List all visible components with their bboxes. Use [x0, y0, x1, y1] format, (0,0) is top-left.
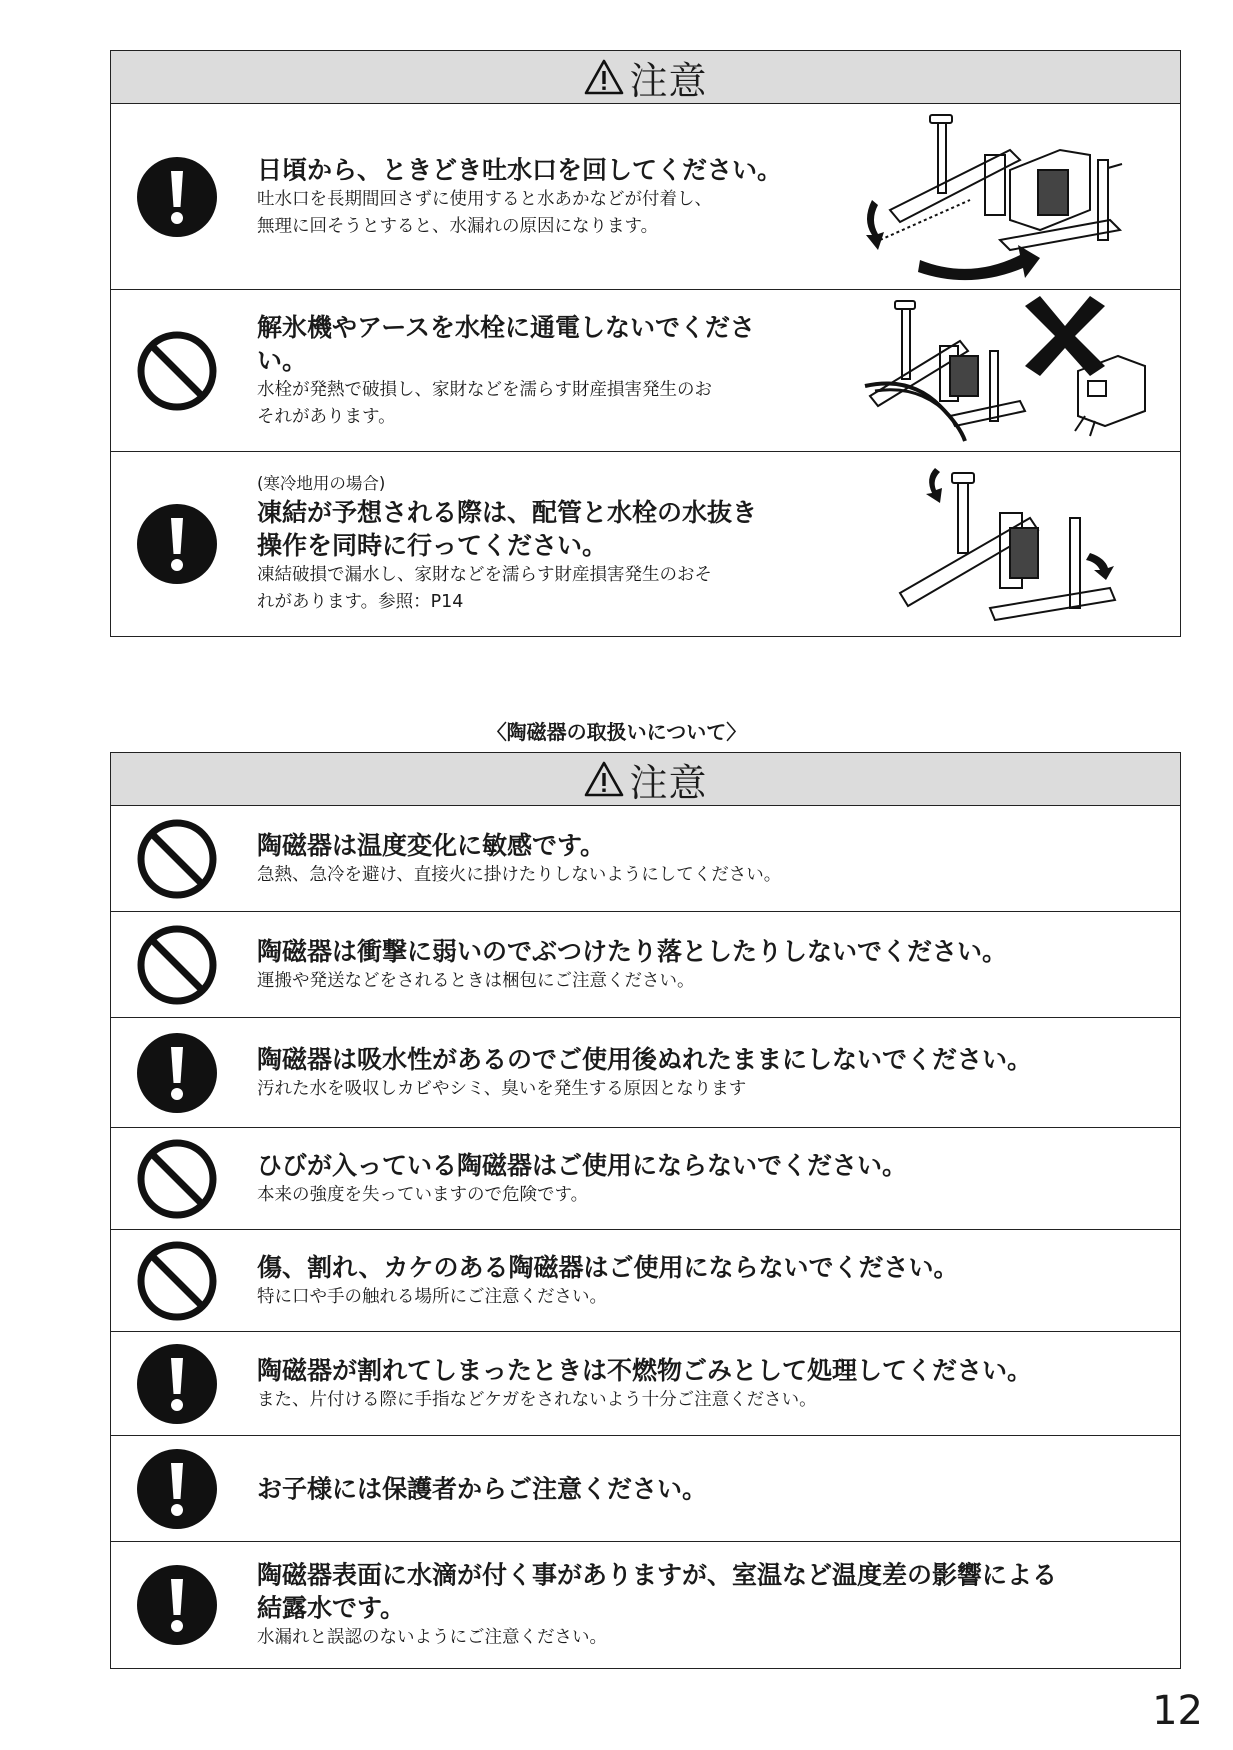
row-body: 汚れた水を吸収しカビやシミ、臭いを発生する原因となります	[257, 1078, 747, 1099]
caution-row	[111, 290, 1180, 452]
row-heading: 日頃から、ときどき吐水口を回してください。	[257, 155, 783, 184]
row-heading: 陶磁器が割れてしまったときは不燃物ごみとして処理してください。	[257, 1355, 1033, 1385]
prohibition-icon	[135, 817, 219, 901]
row-heading: 傷、割れ、カケのある陶磁器はご使用にならないでください。	[257, 1252, 959, 1282]
mandatory-icon	[135, 502, 219, 586]
caution-row	[111, 1542, 1180, 1668]
row-body: 水漏れと誤認のないようにご注意ください。	[257, 1627, 607, 1648]
row-body: 凍結破損で漏水し、家財などを濡らす財産損害発生のおそ れがあります。参照：P14	[257, 565, 712, 612]
mandatory-icon	[135, 1031, 219, 1115]
caution-title: 注意	[629, 58, 708, 103]
no-deicer-illustration	[850, 296, 1160, 446]
mandatory-icon	[135, 155, 219, 239]
row-heading: お子様には保護者からご注意ください。	[257, 1474, 708, 1503]
faucet-drain-illustration	[890, 458, 1130, 628]
row-text	[257, 1354, 1140, 1414]
caution-row	[111, 452, 1180, 636]
row-heading: ひびが入っている陶磁器はご使用にならないでください。	[257, 1150, 908, 1180]
row-body: 吐水口を長期間回さずに使用すると水あかなどが付着し、 無理に回そうとすると、水漏れの原因になります。	[257, 189, 712, 236]
row-text	[257, 1043, 1140, 1103]
caution-row	[111, 806, 1180, 912]
caution-box-2	[110, 752, 1181, 1669]
caution-row	[111, 104, 1180, 290]
mandatory-icon	[135, 1563, 219, 1647]
caution-row	[111, 1018, 1180, 1128]
warning-triangle-icon	[583, 760, 625, 798]
row-heading: 解氷機やアースを水栓に通電しないでくださ い。	[257, 312, 756, 375]
row-prefix: (寒冷地用の場合)	[257, 474, 386, 493]
row-text	[257, 153, 840, 240]
row-body: また、片付ける際に手指などケガをされないよう十分ご注意ください。	[257, 1389, 817, 1410]
prohibition-icon	[135, 923, 219, 1007]
row-heading: 陶磁器表面に水滴が付く事がありますが、室温など温度差の影響による 結露水です。	[257, 1560, 1058, 1623]
prohibition-icon	[135, 329, 219, 413]
row-text	[257, 1472, 1140, 1505]
row-text	[257, 472, 810, 616]
section-title: 〈陶磁器の取扱いについて〉	[486, 720, 747, 744]
prohibition-icon	[135, 1137, 219, 1221]
warning-triangle-icon	[583, 58, 625, 96]
prohibition-icon	[135, 1239, 219, 1323]
caution-row	[111, 1436, 1180, 1542]
mandatory-icon	[135, 1447, 219, 1531]
caution-title: 注意	[629, 760, 708, 805]
caution-header	[111, 51, 1180, 104]
row-body: 特に口や手の触れる場所にご注意ください。	[257, 1286, 607, 1307]
row-heading: 陶磁器は吸水性があるのでご使用後ぬれたままにしないでください。	[257, 1044, 1033, 1074]
row-heading: 凍結が予想される際は、配管と水栓の水抜き 操作を同時に行ってください。	[257, 498, 758, 560]
row-body: 運搬や発送などをされるときは梱包にご注意ください。	[257, 970, 695, 991]
caution-row	[111, 1128, 1180, 1230]
row-text	[257, 1149, 1140, 1209]
row-text	[257, 1251, 1140, 1311]
page-number: 12	[1152, 1688, 1203, 1734]
faucet-rotate-illustration	[860, 110, 1150, 285]
mandatory-icon	[135, 1342, 219, 1426]
caution-row	[111, 1230, 1180, 1332]
caution-box-1	[110, 50, 1181, 637]
row-text	[257, 829, 1140, 889]
row-heading: 陶磁器は温度変化に敏感です。	[257, 830, 606, 860]
row-body: 急熱、急冷を避け、直接火に掛けたりしないようにしてください。	[257, 864, 782, 885]
caution-row	[111, 912, 1180, 1018]
row-text	[257, 935, 1140, 995]
row-body: 本来の強度を失っていますので危険です。	[257, 1184, 589, 1205]
row-text	[257, 1559, 1140, 1652]
caution-row	[111, 1332, 1180, 1436]
row-text	[257, 311, 810, 431]
row-body: 水栓が発熱で破損し、家財などを濡らす財産損害発生のお それがあります。	[257, 379, 712, 427]
row-heading: 陶磁器は衝撃に弱いのでぶつけたり落としたりしないでください。	[257, 936, 1008, 966]
caution-header	[111, 753, 1180, 806]
